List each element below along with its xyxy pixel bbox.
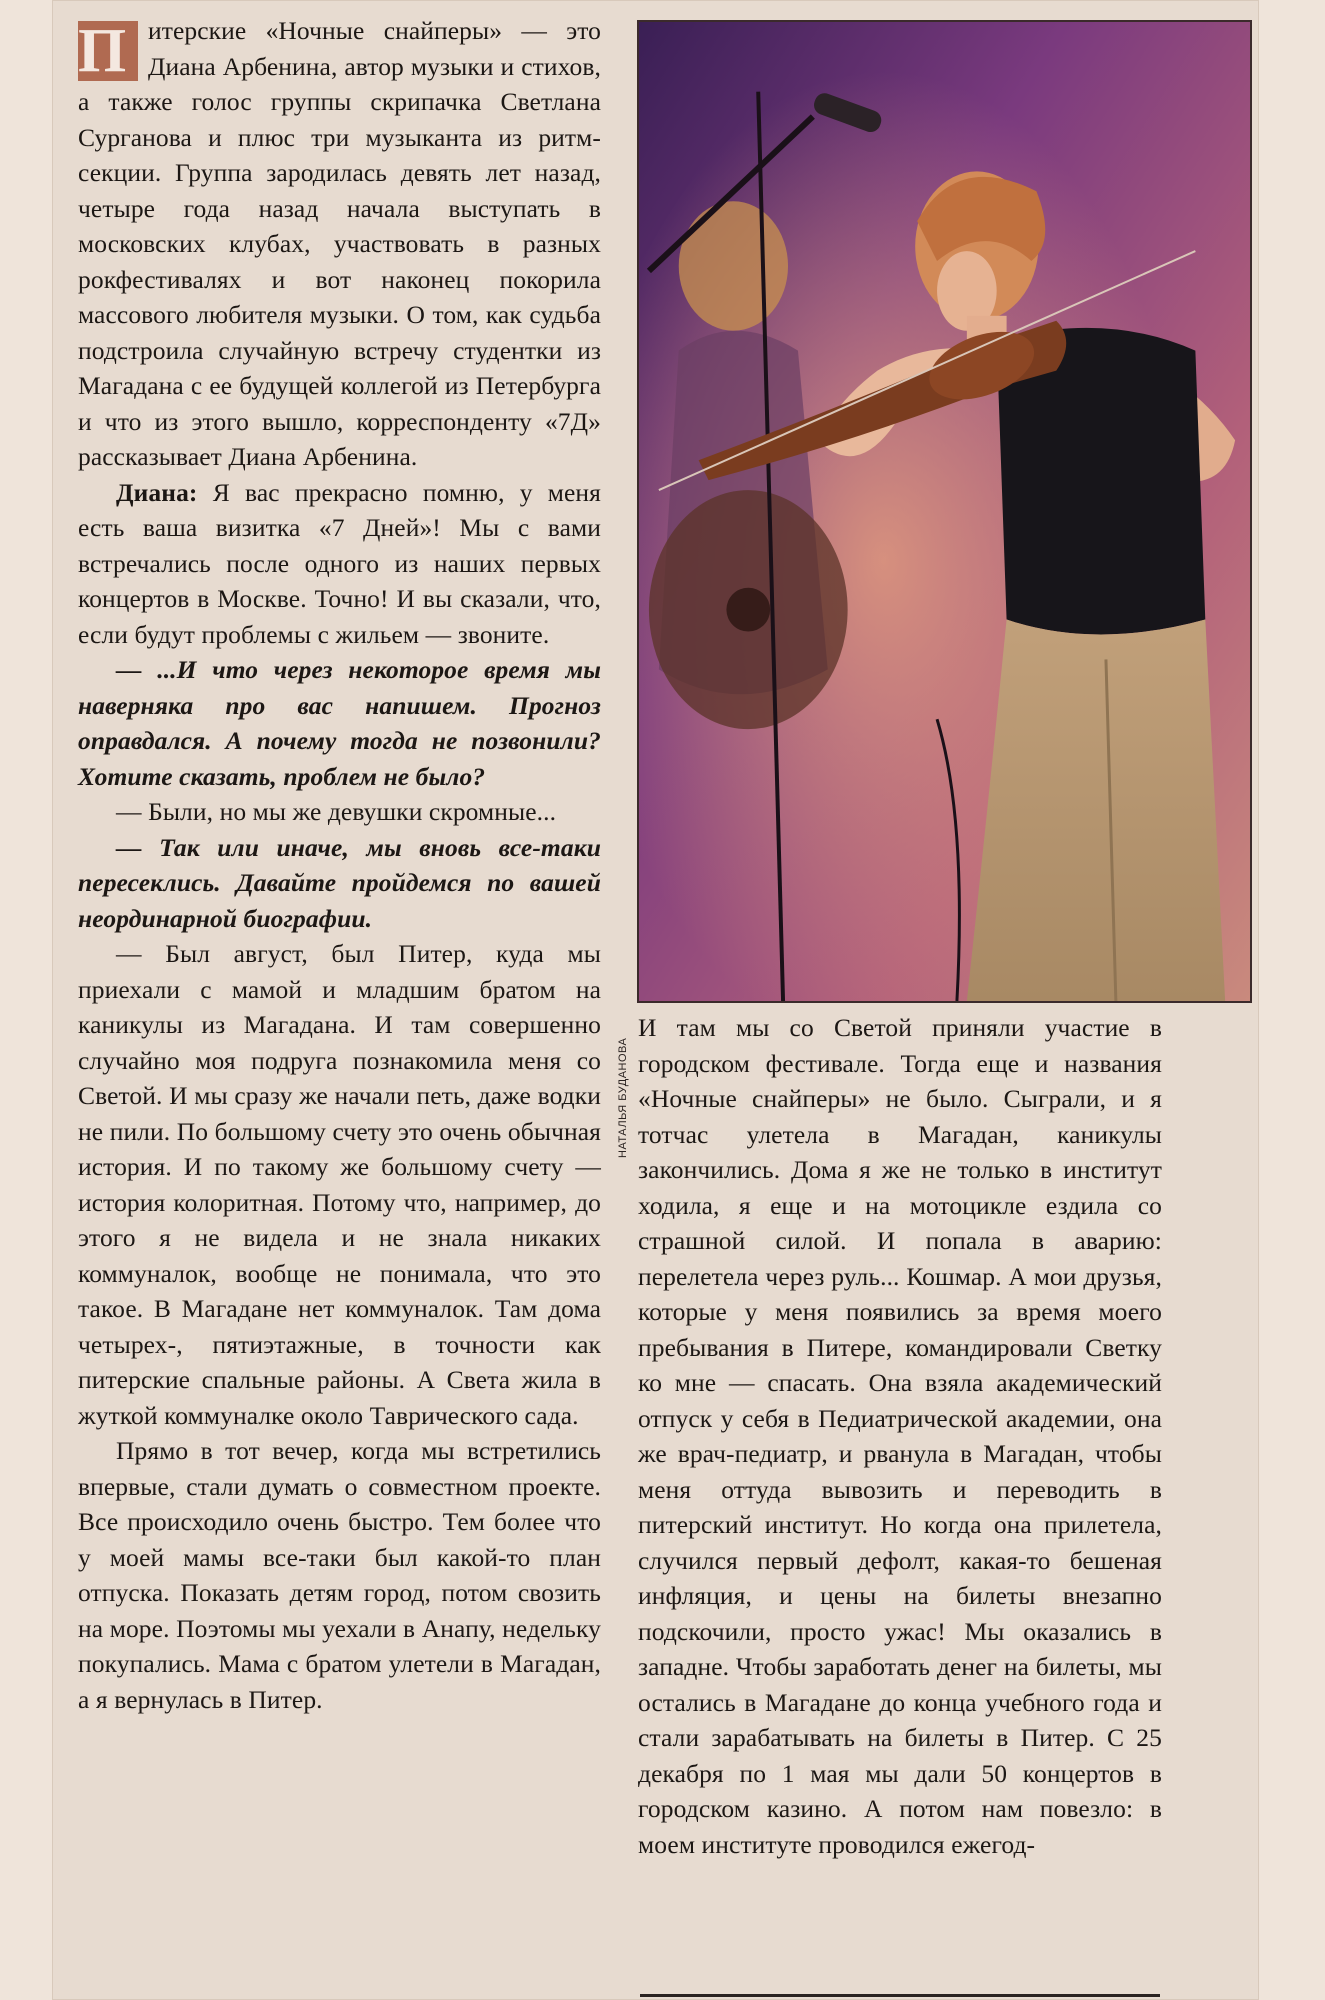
question-2: — Так или иначе, мы вновь все-таки пересеклись. Давайте пройдемся по вашей неординарной биографии. bbox=[78, 832, 601, 933]
left-column bbox=[78, 13, 601, 1717]
answer-4-continued: И там мы со Светой приняли участие в городском фестивале. Тогда еще и названия «Ночные снайперы» не было. Сыграли, и я тотчас улетела в Магадан, каникулы закончились. Дома я же не только в институт ходила, я еще и на мотоцикле ездила со страшной силой. И попала в аварию: перелетела через руль... Кошмар. А мои друзья, которые у меня появились за время моего пребывания в Питере, командировали Светку ко мне — спасать. Она взяла академический отпуск у себя в Педиатрической академии, она же врач-педиатр, и рванула в Магадан, чтобы меня оттуда вывозить и переводить в питерский институт. Но когда она прилетела, случился первый дефолт, какая-то бешеная инфляция, и цены на билеты внезапно подскочили, просто ужас! Мы оказались в западне. Чтобы заработать денег на билеты, мы остались в Магадане до конца учебного года и стали зарабатывать на билеты в Питер. С 25 декабря по 1 мая мы дали 50 концертов в городском казино. А потом нам повезло: в моем институте проводился ежегод- bbox=[638, 1013, 1162, 1859]
answer-2: — Были, но мы же девушки скромные... bbox=[116, 797, 557, 826]
photo-credit: НАТАЛЬЯ БУДАНОВА bbox=[617, 1037, 629, 1158]
speaker-label: Диана: bbox=[116, 477, 198, 507]
bottom-rule bbox=[640, 1994, 1160, 1997]
intro-paragraph bbox=[78, 13, 601, 475]
question-1: — ...И что через некоторое время мы наверняка про вас напишем. Прогноз оправдался. А почему тогда не позвонили? Хотите сказать, проблем не было? bbox=[78, 655, 601, 791]
intro-text: итерские «Ночные снайперы» — это Диана Арбенина, автор музыки и стихов, а также голос группы скрипачка Светлана Сурганова и плюс три музыканта из ритм-секции. Группа зародилась девять лет назад, четыре года назад начала выступать в московских клубах, участвовать в разных рокфестивалях и вот наконец покорила массового любителя музыки. О том, как судьба подстроила случайную встречу студентки из Магадана с ее будущей коллегой из Петербурга и что из этого вышло, корреспонденту «7Д» рассказывает Диана Арбенина. bbox=[78, 16, 601, 471]
answer-4: Прямо в тот вечер, когда мы встретились впервые, стали думать о совместном проекте. Все происходило очень быстро. Тем более что у моей мамы все-таки был какой-то план отпуска. Показать детям город, потом свозить на море. Поэтомы мы уехали в Анапу, недельку покупались. Мама с братом улетели в Магадан, а я вернулась в Питер. bbox=[78, 1436, 601, 1714]
answer-1 bbox=[78, 475, 601, 653]
drop-cap: П bbox=[78, 21, 138, 81]
answer-1-text: Я вас прекрасно помню, у меня есть ваша визитка «7 Дней»! Мы с вами встречались после одного из наших первых концертов в Москве. Точно! И вы сказали, что, если будут проблемы с жильем — звоните. bbox=[78, 477, 601, 649]
concert-photo-illustration bbox=[639, 22, 1250, 1001]
answer-3: — Был август, был Питер, куда мы приехали с мамой и младшим братом на каникулы из Магадана. И там совершенно случайно моя подруга познакомила меня со Светой. И мы сразу же начали петь, даже водки не пили. По большому счету это очень обычная история. И по такому же большому счету — история колоритная. Потому что, например, до этого я не видела и не знала никаких коммуналок, вообще не понимала, что это такое. В Магадане нет коммуналок. Там дома четырех-, пятиэтажные, в точности как питерские спальные районы. А Света жила в жуткой коммуналке около Таврического сада. bbox=[78, 939, 601, 1430]
right-column bbox=[638, 1010, 1162, 1862]
concert-photo bbox=[637, 20, 1252, 1003]
